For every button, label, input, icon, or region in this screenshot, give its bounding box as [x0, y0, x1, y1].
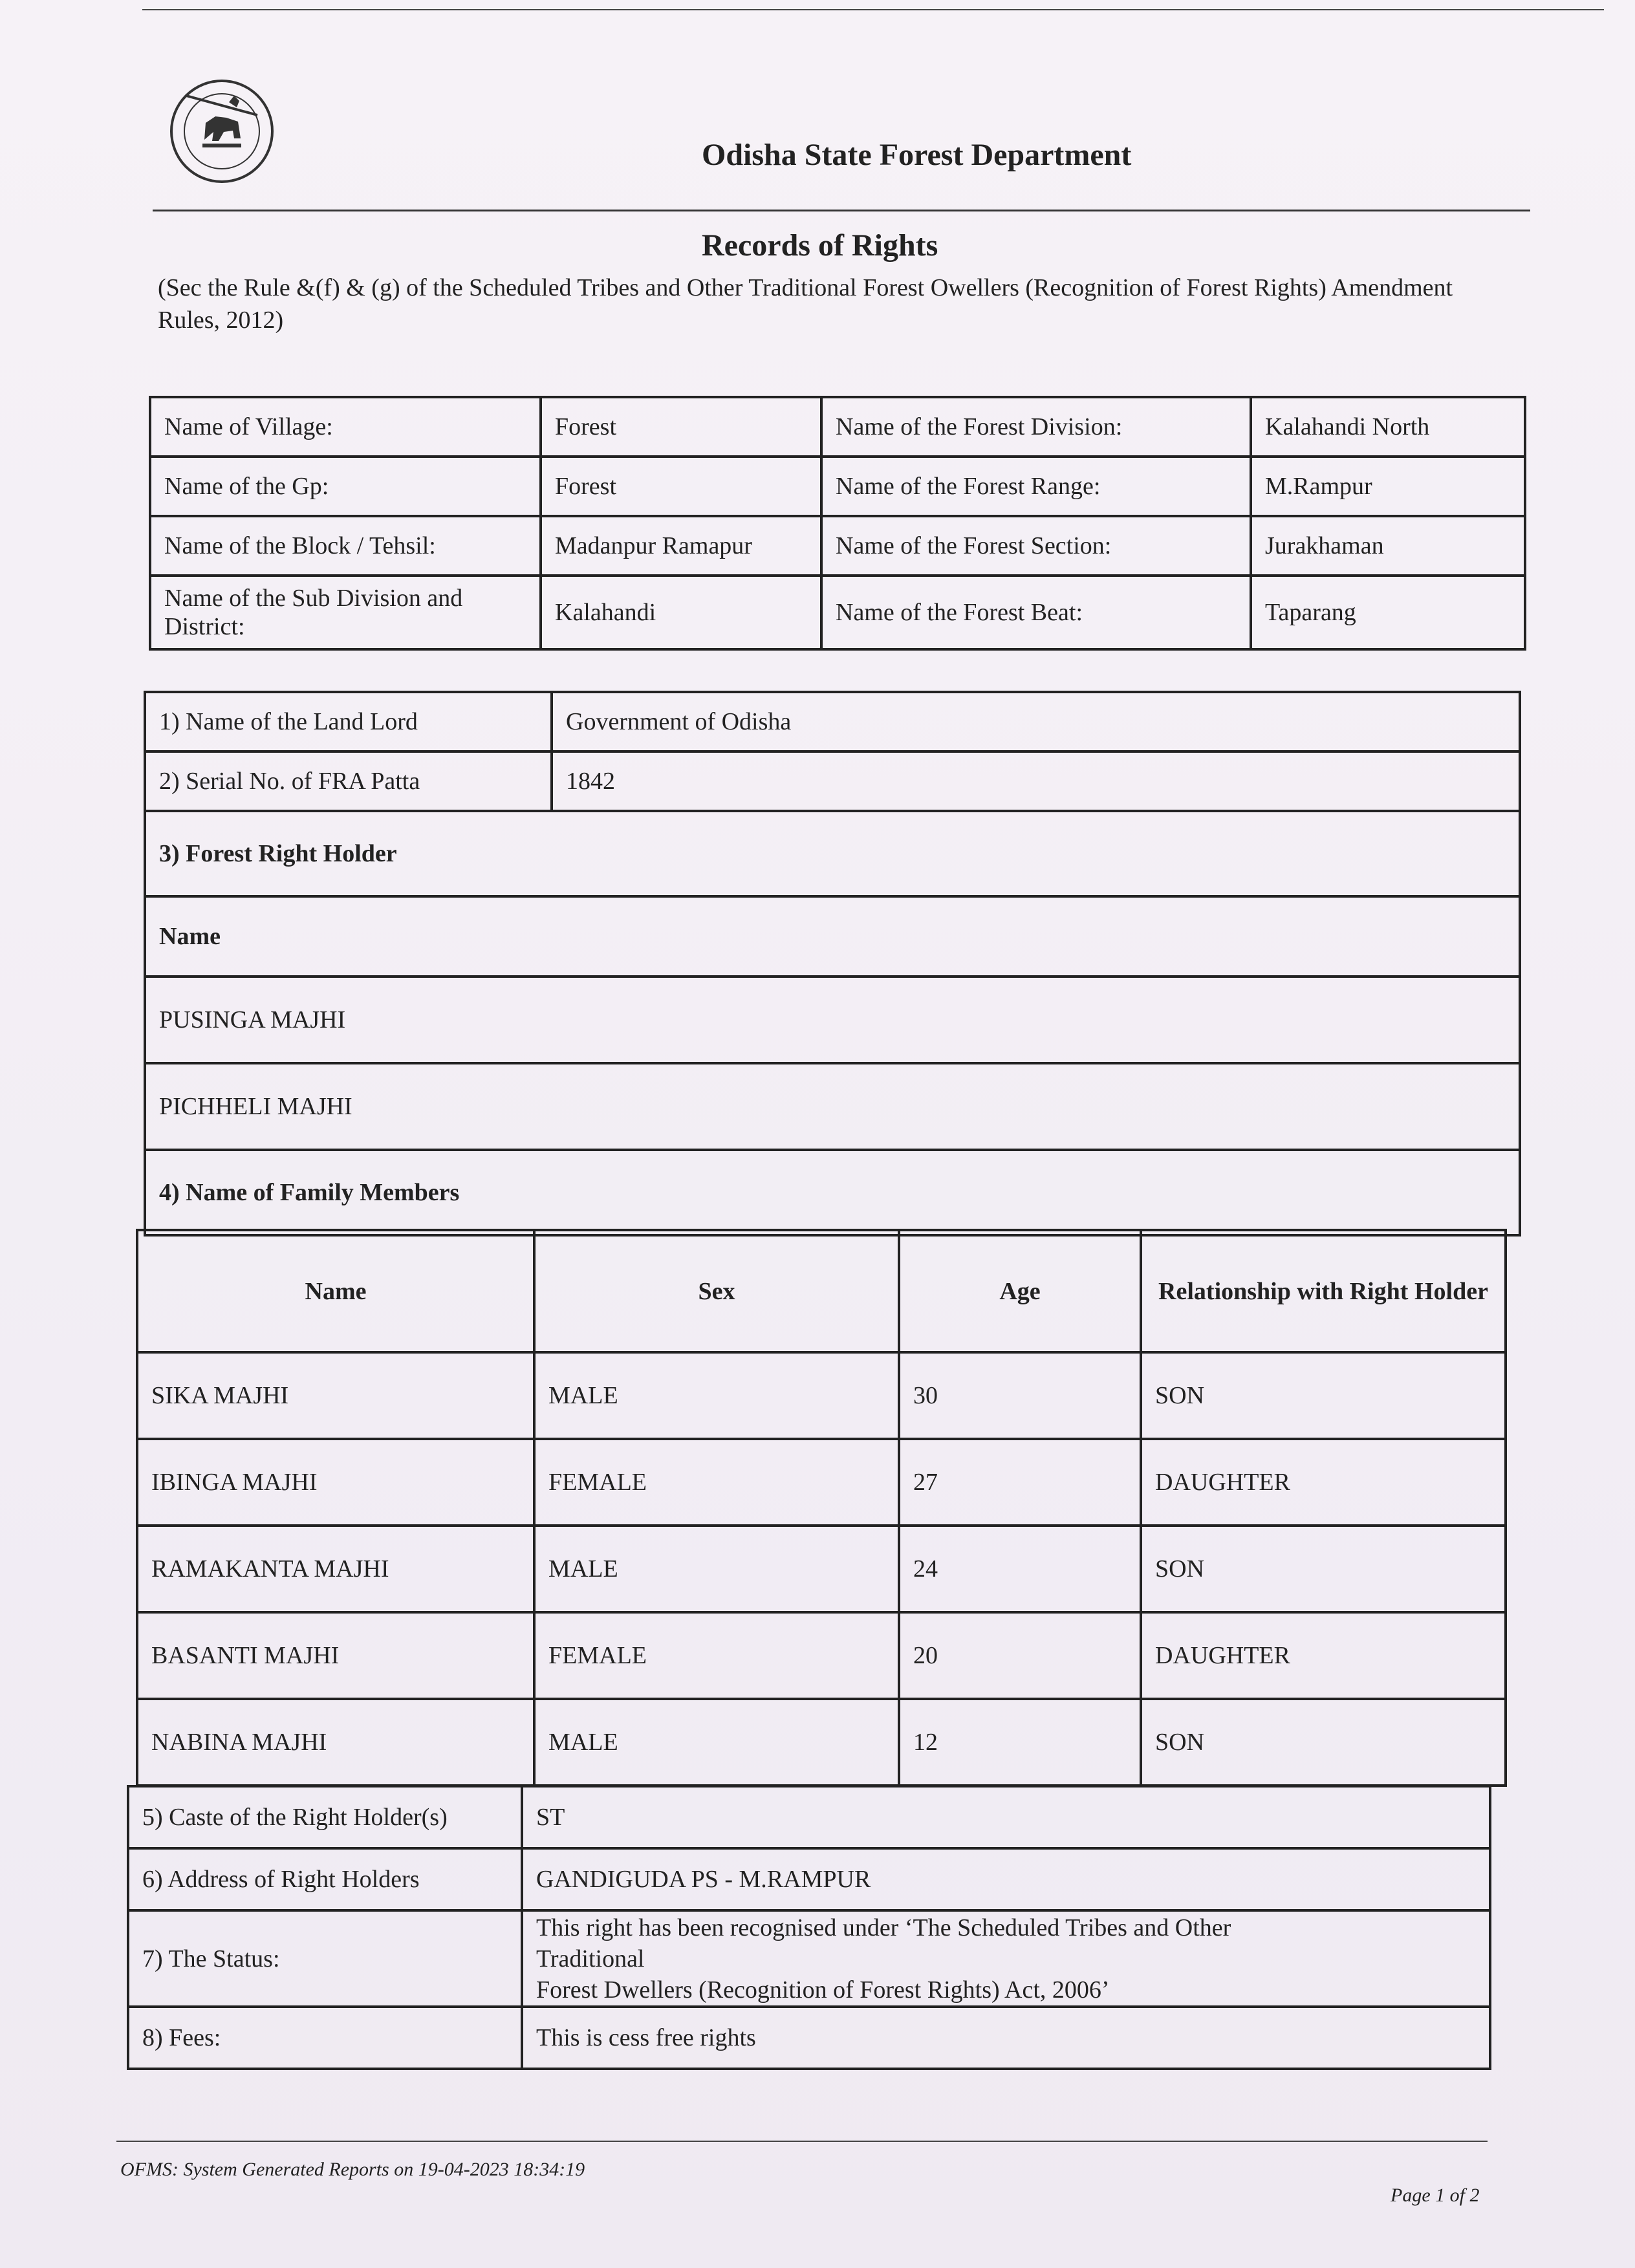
family-heading: 4) Name of Family Members — [145, 1150, 1520, 1235]
table-row — [137, 1699, 1506, 1786]
page-title: Records of Rights — [702, 228, 938, 263]
table-row — [137, 1352, 1506, 1439]
odisha-emblem-icon — [167, 76, 277, 186]
serial-label: 2) Serial No. of FRA Patta — [145, 751, 552, 811]
department-name: Odisha State Forest Department — [702, 138, 1132, 172]
subdivision-label: Name of the Sub Division and District: — [150, 576, 541, 649]
top-rule — [142, 9, 1604, 10]
header-rule — [153, 210, 1530, 211]
section-value: Jurakhaman — [1251, 516, 1525, 576]
landlord-value: Government of Odisha — [552, 692, 1520, 751]
caste-value: ST — [522, 1786, 1490, 1848]
table-row — [145, 896, 1520, 977]
holder-name: PICHHELI MAJHI — [145, 1063, 1520, 1150]
table-row — [128, 1786, 1490, 1848]
landlord-label: 1) Name of the Land Lord — [145, 692, 552, 751]
member-relationship: SON — [1141, 1699, 1506, 1786]
beat-value: Taparang — [1251, 576, 1525, 649]
member-name: BASANTI MAJHI — [137, 1612, 534, 1699]
member-relationship: DAUGHTER — [1141, 1439, 1506, 1526]
address-label: 6) Address of Right Holders — [128, 1848, 522, 1910]
village-value: Forest — [541, 397, 821, 457]
member-relationship: DAUGHTER — [1141, 1612, 1506, 1699]
table-row — [145, 1063, 1520, 1150]
holder-name-heading: Name — [145, 896, 1520, 977]
member-relationship: SON — [1141, 1352, 1506, 1439]
member-age: 27 — [899, 1439, 1141, 1526]
member-age: 24 — [899, 1526, 1141, 1612]
fees-value: This is cess free rights — [522, 2007, 1490, 2069]
holder-name: PUSINGA MAJHI — [145, 977, 1520, 1063]
range-value: M.Rampur — [1251, 457, 1525, 516]
member-name: SIKA MAJHI — [137, 1352, 534, 1439]
table-row — [145, 751, 1520, 811]
table-row — [150, 457, 1525, 516]
column-header-relationship: Relationship with Right Holder — [1141, 1230, 1506, 1352]
member-sex: MALE — [534, 1526, 899, 1612]
member-relationship: SON — [1141, 1526, 1506, 1612]
serial-value: 1842 — [552, 751, 1520, 811]
member-sex: MALE — [534, 1699, 899, 1786]
fees-label: 8) Fees: — [128, 2007, 522, 2069]
member-sex: MALE — [534, 1352, 899, 1439]
other-details-table — [127, 1785, 1491, 2070]
table-row — [128, 1910, 1490, 2007]
column-header-name: Name — [137, 1230, 534, 1352]
table-header-row — [137, 1230, 1506, 1352]
beat-label: Name of the Forest Beat: — [821, 576, 1251, 649]
table-row — [145, 977, 1520, 1063]
table-row — [137, 1612, 1506, 1699]
page-number: Page 1 of 2 — [1391, 2185, 1480, 2206]
gp-label: Name of the Gp: — [150, 457, 541, 516]
footer-rule — [116, 2141, 1488, 2142]
status-line: Traditional — [536, 1945, 645, 1972]
member-name: RAMAKANTA MAJHI — [137, 1526, 534, 1612]
member-sex: FEMALE — [534, 1439, 899, 1526]
range-label: Name of the Forest Range: — [821, 457, 1251, 516]
table-row — [150, 576, 1525, 649]
block-value: Madanpur Ramapur — [541, 516, 821, 576]
table-row — [137, 1526, 1506, 1612]
section-label: Name of the Forest Section: — [821, 516, 1251, 576]
table-row — [145, 692, 1520, 751]
caste-label: 5) Caste of the Right Holder(s) — [128, 1786, 522, 1848]
rules-reference: (Sec the Rule &(f) & (g) of the Scheduled Tribes and Other Traditional Forest Owellers (Recognition of Forest Rights) Amendment Rules, 2012) — [158, 274, 1453, 334]
member-age: 30 — [899, 1352, 1141, 1439]
table-row — [150, 516, 1525, 576]
block-label: Name of the Block / Tehsil: — [150, 516, 541, 576]
table-row — [150, 397, 1525, 457]
family-members-table — [136, 1229, 1507, 1787]
division-label: Name of the Forest Division: — [821, 397, 1251, 457]
status-value — [522, 1910, 1490, 2007]
member-name: NABINA MAJHI — [137, 1699, 534, 1786]
column-header-sex: Sex — [534, 1230, 899, 1352]
table-row — [145, 811, 1520, 896]
status-line: This right has been recognised under ‘The Scheduled Tribes and Other — [536, 1914, 1231, 1941]
rights-details-table — [144, 691, 1521, 1237]
gp-value: Forest — [541, 457, 821, 516]
column-header-age: Age — [899, 1230, 1141, 1352]
member-age: 20 — [899, 1612, 1141, 1699]
division-value: Kalahandi North — [1251, 397, 1525, 457]
table-row — [128, 2007, 1490, 2069]
subdivision-value: Kalahandi — [541, 576, 821, 649]
member-name: IBINGA MAJHI — [137, 1439, 534, 1526]
village-label: Name of Village: — [150, 397, 541, 457]
generated-timestamp: OFMS: System Generated Reports on 19-04-2023 18:34:19 — [120, 2159, 585, 2180]
address-value: GANDIGUDA PS - M.RAMPUR — [522, 1848, 1490, 1910]
member-sex: FEMALE — [534, 1612, 899, 1699]
status-line: Forest Dwellers (Recognition of Forest Rights) Act, 2006’ — [536, 1976, 1110, 2003]
member-age: 12 — [899, 1699, 1141, 1786]
location-table — [149, 396, 1526, 651]
table-row — [137, 1439, 1506, 1526]
table-row — [128, 1848, 1490, 1910]
status-label: 7) The Status: — [128, 1910, 522, 2007]
holder-heading: 3) Forest Right Holder — [145, 811, 1520, 896]
table-row — [145, 1150, 1520, 1235]
